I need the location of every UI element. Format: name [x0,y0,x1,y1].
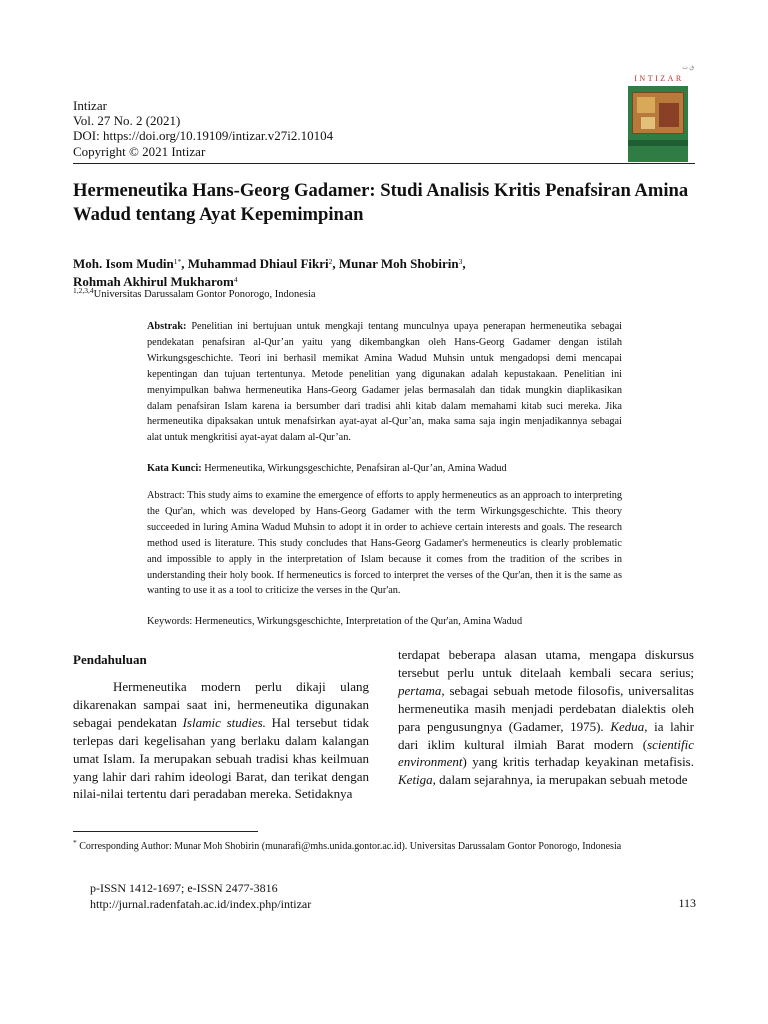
author-2: Muhammad Dhiaul Fikri [187,256,329,271]
page-footer [90,881,311,912]
body-emphasis: Islamic studies. [182,714,266,730]
keywords-indonesian [147,461,622,477]
footer-url[interactable]: http://jurnal.radenfatah.ac.id/index.php/intizar [90,896,312,911]
footer-issn: p-ISSN 1412-1697; e-ISSN 2477-3816 [90,881,278,895]
body-column-right [398,646,694,789]
body-text: , sebagai sebuah metode filosofis, universalitas hermeneutika masih menjadi perdebatan dialektis oleh para pengusungnya (Gadamer, 1975). [398,682,694,734]
footnote-text: Corresponding Author: Munar Moh Shobirin (munarafi@mhs.unida.gontor.ac.id). Universitas Darussalam Gontor Ponorogo, Indonesia [79,841,622,852]
journal-copyright: Copyright © 2021 Intizar [73,143,206,159]
body-text: Hal tersebut tidak terlepas dari kegelisahan yang berlaku dalam kalangan umat Islam. Ia merupakan sebuah tradisi khas keilmuan yang lahir dari rahim ideologi Barat, dan terikat dengan nilai-nilai tertentu dari peradaban mereka. Setidaknya [73,714,369,802]
affiliation [73,285,316,302]
journal-doi[interactable]: DOI: https://doi.org/10.19109/intizar.v27i2.10104 [73,128,334,144]
header-divider [73,163,695,164]
body-text: dalam sejarahnya, ia merupakan sebuah metode [435,772,688,788]
body-emphasis: Kedua [610,718,645,734]
cover-artwork [632,92,684,134]
cover-art-block [637,97,655,113]
body-emphasis: pertama [398,682,442,698]
cover-band [628,140,688,146]
keywords-id-label: Kata Kunci: [147,463,202,474]
keywords-id-text: Hermeneutika, Wirkungsgeschichte, Penafsiran al-Qur’an, Amina Wadud [204,463,507,474]
cover-art-block [659,103,679,127]
author-2-sup: 2 [328,256,333,266]
page-number: 113 [678,896,696,910]
affiliation-sup: 1,2,3,4 [73,285,94,295]
body-emphasis: Ketiga, [398,772,436,788]
logo-name: INTIZAR [634,74,684,83]
paper-title: Hermeneutika Hans-Georg Gadamer: Studi Analisis Kritis Penafsiran Amina Wadud tentang Ayat Kepemimpinan [73,180,689,225]
body-column-left [73,678,369,803]
author-3-sup: 3 [458,256,463,266]
author-list: Moh. Isom Mudin$^{1*}$, Muhammad Dhiaul Fikri$^2$, Munar Moh Shobirin$^3$, Rohmah Akhirul Mukharom$^4$ [73,256,466,289]
journal-info [73,98,333,159]
footnote-marker: * [73,837,77,847]
author-3: Munar Moh Shobirin [338,256,459,271]
author-1: Moh. Isom Mudin [73,256,174,271]
body-text: terdapat beberapa alasan utama, mengapa diskursus tersebut perlu untuk ditelaah kembali secara serius; [398,647,694,680]
journal-volume: Vol. 27 No. 2 (2021) [73,113,181,129]
body-text: ) yang kritis terhadap keyakinan metafisis. [462,754,694,770]
journal-name: Intizar [73,98,107,113]
affiliation-text: Universitas Darussalam Gontor Ponorogo, Indonesia [93,289,316,300]
journal-logo [620,64,698,83]
abstract-id-text: Penelitian ini bertujuan untuk mengkaji tentang munculnya upaya penerapan hermeneutika sebagai pendekatan penafsiran al-Qur’an yaitu yang dikembangkan oleh Hans-Georg Gadamer dengan istilah Wirkungsgeschichte. Teori ini berhasil memikat Amina Wadud Muhsin untuk mengadopsi demi mencapai kepentingan dan tujuan tertentunya. Metode penelitian yang digunakan adalah kepustakaan. Penelitian ini menyimpulkan bahwa hermeneutika Hans-Georg Gadamer jelas bermasalah dan tidak mungkin diaplikasikan dalam penafsiran Islam karena ia bersumber dari tradisi ahli kitab dalam memahami kitab suci mereka. Jika hermeneutika dipaksakan untuk menafsirkan ayat-ayat al-Qur’an, maka sama saja ingin menjadikannya sebagai alat untuk mengkritisi ayat-ayat dalam al-Qur’an. [147,321,623,444]
abstract-id-label: Abstrak: [147,321,187,332]
logo-mark: ق ت [682,65,694,71]
body-text: Hermeneutika modern perlu dikaji ulang dikarenakan sampai saat ini, hermeneutika digunakan sebagai pendekatan [73,679,369,730]
abstract-indonesian [147,319,622,446]
footnote-divider [73,831,258,832]
body-text: , ia lahir dari iklim kultural ilmiah Barat modern ( [398,718,694,752]
journal-cover-image [628,86,688,162]
author-4-sup: 4 [233,274,238,284]
author-1-sup: 1* [173,256,182,266]
keywords-english: Keywords: Hermeneutics, Wirkungsgeschichte, Interpretation of the Qur'an, Amina Wadud [147,616,523,627]
section-heading: Pendahuluan [73,652,147,667]
body-emphasis: scientific environment [398,736,694,770]
footnote [73,839,695,855]
author-4: Rohmah Akhirul Mukharom [73,273,234,289]
abstract-english: Abstract: This study aims to examine the emergence of efforts to apply hermeneutics as an approach to interpreting the Qur'an, which was developed by Hans-Georg Gadamer with the term Wirkungsgeschichte. This theory succeeded in luring Amina Wadud Muhsin to adopt it in order to achieve certain interests and goals. The research method used is literature. This study concludes that Hans-Georg Gadamer's hermeneutics is clearly problematic and impossible to apply in the interpretation of Islam because it comes from the tradition of the scribes in understanding their holy book. If hermeneutics is forced to interpret the verses of the Qur'an, then it is the same as wanting to use it as a tool to criticize the verses in the Qur'an. [147,490,622,597]
cover-art-block [641,117,655,129]
